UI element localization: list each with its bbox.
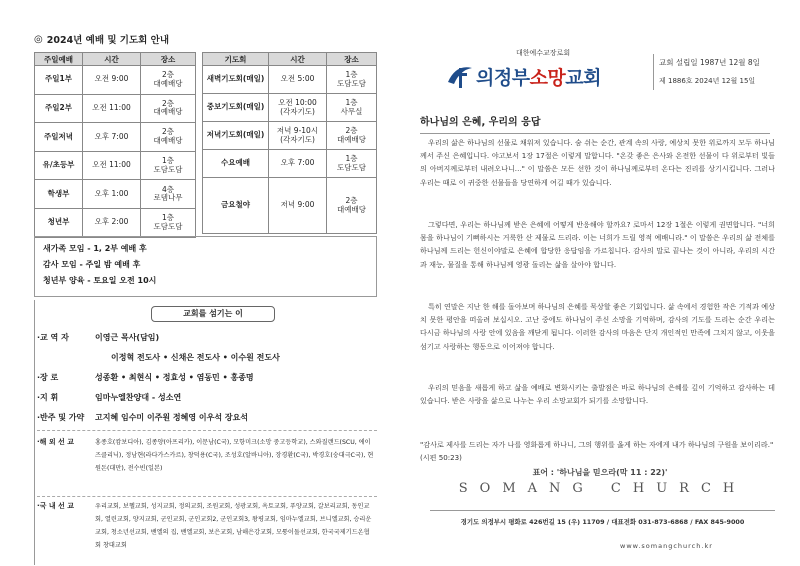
table-cell-place: 1층 도담도담 <box>327 66 377 94</box>
table-cell-place: 2층 대예배당 <box>141 123 196 152</box>
table-cell-time: 오전 11:00 <box>83 94 141 123</box>
table-cell-place: 2층 대예배당 <box>327 178 377 234</box>
cross-logo-icon <box>446 62 474 90</box>
table-cell-time: 오전 10:00 (각자기도) <box>269 94 327 122</box>
denomination: 대한예수교장로회 <box>516 49 571 57</box>
table-cell-place: 2층 대예배당 <box>141 94 196 123</box>
church-name: 의정부소망교회 <box>476 66 601 89</box>
table-cell-time: 오후 7:00 <box>83 123 141 152</box>
table-cell-name: 저녁기도회(매일) <box>203 122 269 150</box>
table-row <box>35 66 196 95</box>
staff-row: ·교 역 자 이영근 목사(담임) <box>37 333 160 342</box>
table-row <box>35 208 196 237</box>
table-cell-time: 저녁 9-10시 (각자기도) <box>269 122 327 150</box>
table-cell-name: 새벽기도회(매일) <box>203 66 269 94</box>
divider <box>37 496 377 497</box>
table-row <box>35 94 196 123</box>
table-cell-name: 주일2부 <box>35 94 83 123</box>
bulletin-header <box>446 40 766 100</box>
church-english-name: SOMANG CHURCH <box>458 481 747 496</box>
worship-schedule-table <box>34 52 196 238</box>
table-row <box>203 150 377 178</box>
church-logo <box>446 62 601 90</box>
divider <box>37 430 377 431</box>
staff-row: 이정혁 전도사 • 신채은 전도사 • 이수원 전도사 <box>111 353 280 362</box>
sermon-paragraph: 우리의 삶은 하나님의 선물로 채워져 있습니다. 숨 쉬는 순간, 관계 속의 사랑, 예상치 못한 위로까지 모두 하나님께서 주신 은혜입니다. 야고보서 1장 17절은 이렇게 말합니다. "온갖 좋은 은사와 온전한 선물이 다 위로부터 빛들의 아버지께로부터 내려오나니..." 이 말씀은 모든 선한 것이 하나님께로부터 온다는 진리를 상기시킵니다. 그러나 우리는 때로 이 귀중한 선물들을 당연하게 여길 때가 있습니다. <box>420 138 775 187</box>
table-cell-place: 1층 사무실 <box>327 94 377 122</box>
table-cell-time: 오전 5:00 <box>269 66 327 94</box>
table-row <box>203 178 377 234</box>
table-cell-place: 1층 도담도담 <box>141 208 196 237</box>
table-cell-place: 1층 도담도담 <box>141 151 196 180</box>
table-cell-name: 수요예배 <box>203 150 269 178</box>
table-row <box>35 151 196 180</box>
small-group-line: 새가족 모임 - 1, 2부 예배 후 <box>43 244 147 253</box>
table-header: 기도회 시간 장소 <box>203 53 377 66</box>
staff-row: ·장 로 성종환 • 최현식 • 정효성 • 염동민 • 홍종명 <box>37 373 254 382</box>
table-row <box>203 122 377 150</box>
schedule-title: ◎ 2024년 예배 및 기도회 안내 <box>34 33 169 46</box>
table-row <box>203 94 377 122</box>
table-cell-time: 오후 7:00 <box>269 150 327 178</box>
table-cell-name: 주일1부 <box>35 66 83 95</box>
scripture-quote: "감사로 제사를 드리는 자가 나를 영화롭게 하나니, 그의 행위를 옳게 하는 자에게 내가 하나님의 구원을 보이리라." (시편 50:23) <box>420 440 774 463</box>
prayer-schedule-table <box>202 52 377 234</box>
website-link[interactable]: www.somangchurch.kr <box>620 542 713 550</box>
issue-meta: 교회 설립일 1987년 12월 8일 제 1886호 2024년 12월 15일 <box>653 54 760 90</box>
church-motto: 표어 : '하나님을 믿으라(막 11 : 22)' <box>532 468 668 477</box>
table-cell-name: 청년부 <box>35 208 83 237</box>
small-group-box <box>34 236 377 297</box>
table-row <box>35 180 196 209</box>
staff-section: 교회를 섬기는 이 ·교 역 자 이영근 목사(담임) 이정혁 전도사 • 신채은 전도사 • 이수원 전도사 ·장 로 성종환 • 최현식 • 정효성 • 염동민 • 홍종명 ·지 휘 임마누엘찬양대 - 성소연 ·반주 및 가약 고지혜 임수미 이주원 정혜영 이우석 장요석 ·해 외 선 교 홍종호(캄보디아), 김종양(아프리카), 이문남(C국), 모항미크(소망 중고등학교), 스와질랜드(SCU, 에이즈클리닉), 정남현(라다가스카르), 창덕용(C국), 조성호(알바니아), 장경환(C국), 박경호(숭대극C국), 현원돈(대만), 전수빈(일본) ·국 내 선 교 우리교회, 보헬교회, 성지교회, 정의교회, 조원교회, 성광교회, 옥토교회, 푸양교회, 갈보리교회, 동인교회, 열린교회, 양지교회, 군인교회, 군인교회2, 군인교회3, 왕평교회, 임마누엘교회, 브니엘교회, 승리운교회, 청소년선교회, 밴엘의 집, 밴엘교회, 보은교회, 남해은강교회, 모퉁이돌선교회, 한국국제기드온협회 창대교회 <box>34 300 377 565</box>
table-row <box>203 66 377 94</box>
table-cell-name: 학생부 <box>35 180 83 209</box>
table-cell-place: 1층 도담도담 <box>327 150 377 178</box>
staff-row: ·반주 및 가약 고지혜 임수미 이주원 정혜영 이우석 장요석 <box>37 413 249 422</box>
table-cell-time: 저녁 9:00 <box>269 178 327 234</box>
table-cell-place: 4층 로뎀나무 <box>141 180 196 209</box>
table-cell-time: 오전 9:00 <box>83 66 141 95</box>
table-cell-name: 금요철야 <box>203 178 269 234</box>
sermon-paragraph: 우리의 믿음을 새롭게 하고 삶을 예배로 변화시키는 출발점은 바로 하나님의 은혜를 깊이 기억하고 감사하는 데 있습니다. 받은 사랑을 삶으로 나누는 우리 소망교회가 되기를 소망합니다. <box>420 383 775 406</box>
table-cell-place: 2층 대예배당 <box>327 122 377 150</box>
target-icon: ◎ <box>34 33 43 45</box>
sermon-paragraph: 그렇다면, 우리는 하나님께 받은 은혜에 어떻게 반응해야 할까요? 로마서 12장 1절은 이렇게 권면합니다. "너희 몸을 하나님이 기뻐하시는 거룩한 산 제물로 드리라. 이는 너희가 드릴 영적 예배니라." 이 말씀은 우리의 삶 전체를 하나님께 드리는 헌신이야말로 은혜에 합당한 응답임을 가르칩니다. 감사의 말로 끝나는 것이 아니라, 우리의 시간과 재능, 물질을 통해 하나님께 영광 돌리는 삶을 살아야 합니다. <box>420 220 775 269</box>
table-cell-time: 오후 1:00 <box>83 180 141 209</box>
table-cell-name: 중보기도회(매일) <box>203 94 269 122</box>
sermon-title: 하나님의 은혜, 우리의 응답 <box>420 113 770 134</box>
sermon-paragraph: 특히 연말은 지난 한 해를 돌아보며 하나님의 은혜를 묵상할 좋은 기회입니다. 삶 속에서 경험한 작은 기적과 예상치 못한 평안을 떠올려 보십시오. 고난 중에도 하나님이 주신 소망을 기억하며, 감사의 기도를 드리는 순간 우리는 다시금 하나님의 사랑 안에 있음을 깨닫게 됩니다. 이러한 감사의 마음은 단지 개인적인 만족에 그치지 않고, 이웃을 섬기고 사랑하는 행동으로 이어져야 합니다. <box>420 302 775 351</box>
table-row <box>35 123 196 152</box>
contact-info: 경기도 의정부시 평화로 426번길 15 (우) 11709 / 대표전화 031-873-6868 / FAX 845-9000 <box>430 510 775 526</box>
small-group-line: 청년부 양육 - 토요일 오전 10시 <box>43 276 157 285</box>
staff-row: ·지 휘 임마누엘찬양대 - 성소연 <box>37 393 182 402</box>
table-cell-name: 주일저녁 <box>35 123 83 152</box>
table-cell-place: 2층 대예배당 <box>141 66 196 95</box>
table-header: 주일예배 시간 장소 <box>35 53 196 66</box>
table-cell-name: 유/초등부 <box>35 151 83 180</box>
table-cell-time: 오전 11:00 <box>83 151 141 180</box>
small-group-line: 감사 모임 - 주일 밤 예배 후 <box>43 260 141 269</box>
table-cell-time: 오후 2:00 <box>83 208 141 237</box>
staff-title: 교회를 섬기는 이 <box>151 306 275 322</box>
